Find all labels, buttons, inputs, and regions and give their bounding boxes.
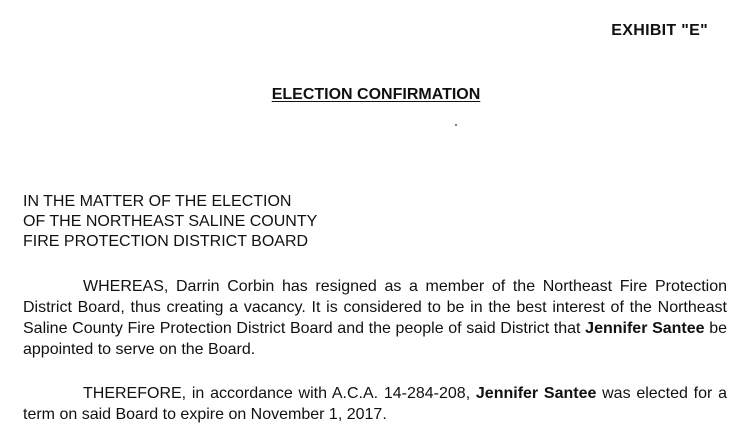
- elected-name: Jennifer Santee: [475, 385, 597, 402]
- exhibit-label: EXHIBIT "E": [611, 22, 708, 39]
- matter-heading: [23, 192, 317, 252]
- therefore-paragraph: [23, 383, 727, 425]
- matter-line-2: OF THE NORTHEAST SALINE COUNTY: [23, 213, 318, 230]
- therefore-text-2: was elected for a term on said Board to expire on November 1, 2017.: [23, 385, 728, 423]
- whereas-text-2: be appointed to serve on the Board.: [23, 320, 728, 358]
- whereas-text-1: WHEREAS, Darrin Corbin has resigned as a member of the Northeast Fire Protection District Board, thus creating a vacancy. It is considered to be in the best interest of the Northeast Saline County Fire Protection District Board and the people of said District that: [23, 278, 727, 337]
- matter-line-3: FIRE PROTECTION DISTRICT BOARD: [23, 233, 309, 250]
- appointee-name: Jennifer Santee: [585, 320, 705, 337]
- document-title: ELECTION CONFIRMATION: [271, 86, 481, 103]
- matter-line-1: IN THE MATTER OF THE ELECTION: [23, 193, 292, 210]
- scan-speck: [455, 124, 457, 126]
- whereas-paragraph: [23, 276, 727, 360]
- therefore-text-1: THEREFORE, in accordance with A.C.A. 14-284-208,: [83, 385, 476, 402]
